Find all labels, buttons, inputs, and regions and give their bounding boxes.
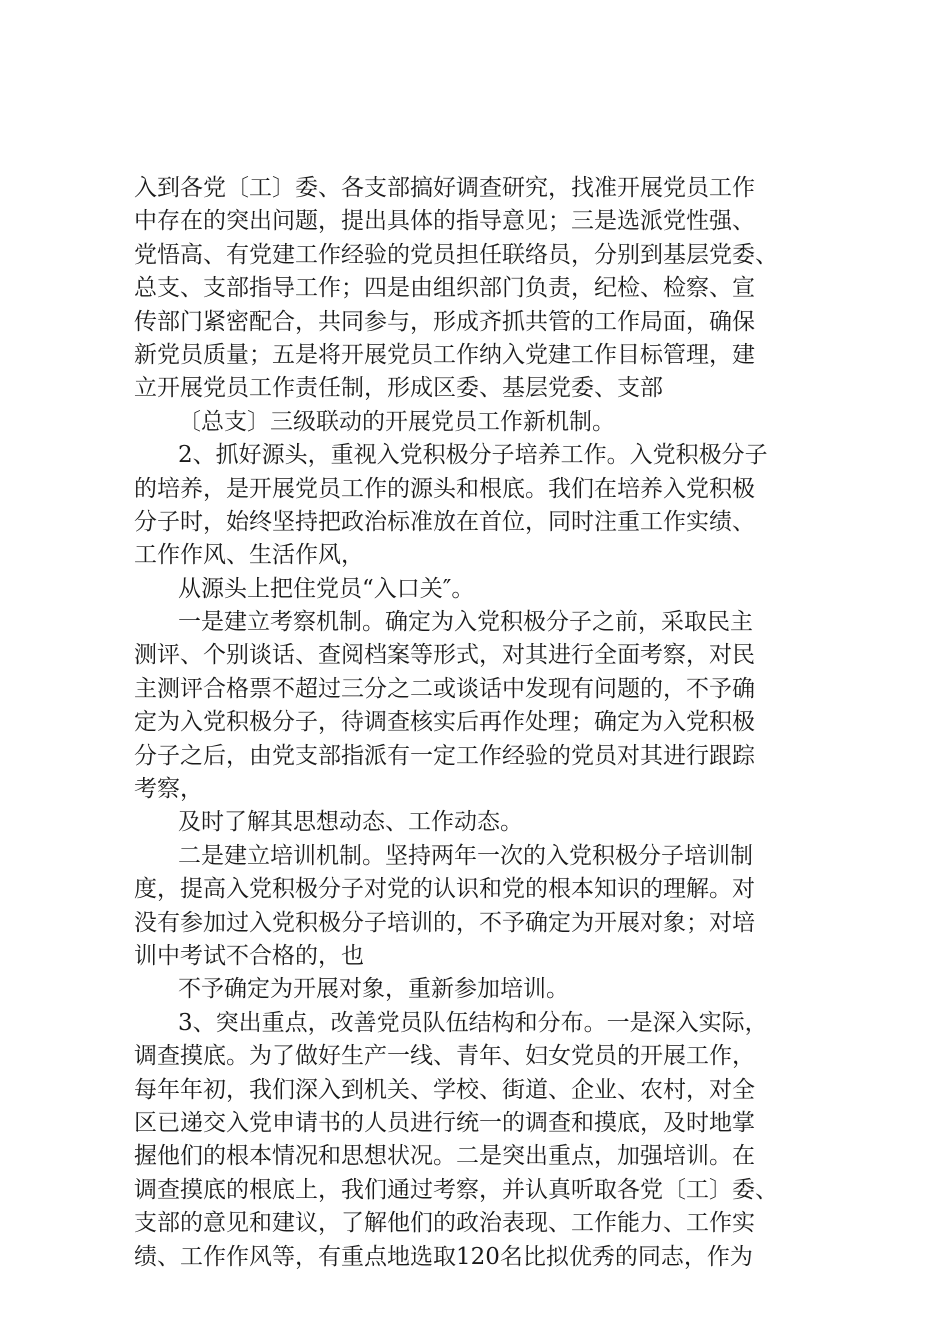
text-line: 没有参加过入党积极分子培训的，不予确定为开展对象；对培 xyxy=(134,909,755,936)
text-line: 中存在的突出问题，提出具体的指导意见；三是选派党性强、 xyxy=(134,208,755,235)
text-line: 支部的意见和建议，了解他们的政治表现、工作能力、工作实 xyxy=(134,1210,755,1237)
text-line: 传部门紧密配合，共同参与，形成齐抓共管的工作局面，确保 xyxy=(134,308,755,335)
text-line: 不予确定为开展对象，重新参加培训。 xyxy=(178,976,569,1003)
text-line: 握他们的根本情况和思想状况。二是突出重点，加强培训。在 xyxy=(134,1143,755,1170)
text-line: 每年年初，我们深入到机关、学校、街道、企业、农村，对全 xyxy=(134,1076,755,1103)
text-line: 度，提高入党积极分子对党的认识和党的根本知识的理解。对 xyxy=(134,876,755,903)
text-line: 及时了解其思想动态、工作动态。 xyxy=(178,809,523,836)
text-line: 主测评合格票不超过三分之二或谈话中发现有问题的，不予确 xyxy=(134,675,755,702)
text-line: 2、抓好源头，重视入党积极分子培养工作。入党积极分子 xyxy=(178,442,768,469)
text-line: 分子时，始终坚持把政治标准放在首位，同时注重工作实绩、 xyxy=(134,508,755,535)
text-line: 调查摸底的根底上，我们通过考察，并认真听取各党〔工〕委、 xyxy=(134,1176,778,1203)
body-text xyxy=(134,172,854,1274)
text-line: 工作作风、生活作风， xyxy=(134,542,364,569)
text-line: 立开展党员工作责任制，形成区委、基层党委、支部 xyxy=(134,375,663,402)
text-line: 一是建立考察机制。确定为入党积极分子之前，采取民主 xyxy=(178,609,753,636)
text-line: 考察， xyxy=(134,776,203,803)
text-line: 党悟高、有党建工作经验的党员担任联络员，分别到基层党委、 xyxy=(134,241,778,268)
text-line: 入到各党〔工〕委、各支部搞好调查研究，找准开展党员工作 xyxy=(134,175,755,201)
text-line: 3、突出重点，改善党员队伍结构和分布。一是深入实际， xyxy=(178,1009,768,1036)
text-line: 总支、支部指导工作；四是由组织部门负责，纪检、检察、宣 xyxy=(134,275,755,302)
text-line: 从源头上把住党员“入口关″。 xyxy=(178,575,475,602)
text-line: 定为入党积极分子，待调查核实后再作处理；确定为入党积极 xyxy=(134,709,755,736)
text-line: 的培养，是开展党员工作的源头和根底。我们在培养入党积极 xyxy=(134,475,755,502)
text-line: 区已递交入党申请书的人员进行统一的调查和摸底，及时地掌 xyxy=(134,1109,755,1136)
text-line: 分子之后，由党支部指派有一定工作经验的党员对其进行跟踪 xyxy=(134,742,755,769)
text-line: 新党员质量；五是将开展党员工作纳入党建工作目标管理，建 xyxy=(134,341,755,368)
text-line: 调查摸底。为了做好生产一线、青年、妇女党员的开展工作， xyxy=(134,1043,755,1070)
text-line: 绩、工作作风等，有重点地选取120名比拟优秀的同志，作为 xyxy=(134,1243,753,1270)
text-line: 〔总支〕三级联动的开展党员工作新机制。 xyxy=(178,408,615,435)
text-line: 测评、个别谈话、查阅档案等形式，对其进行全面考察，对民 xyxy=(134,642,755,669)
text-line: 二是建立培训机制。坚持两年一次的入党积极分子培训制 xyxy=(178,842,753,869)
text-line: 训中考试不合格的，也 xyxy=(134,942,364,969)
